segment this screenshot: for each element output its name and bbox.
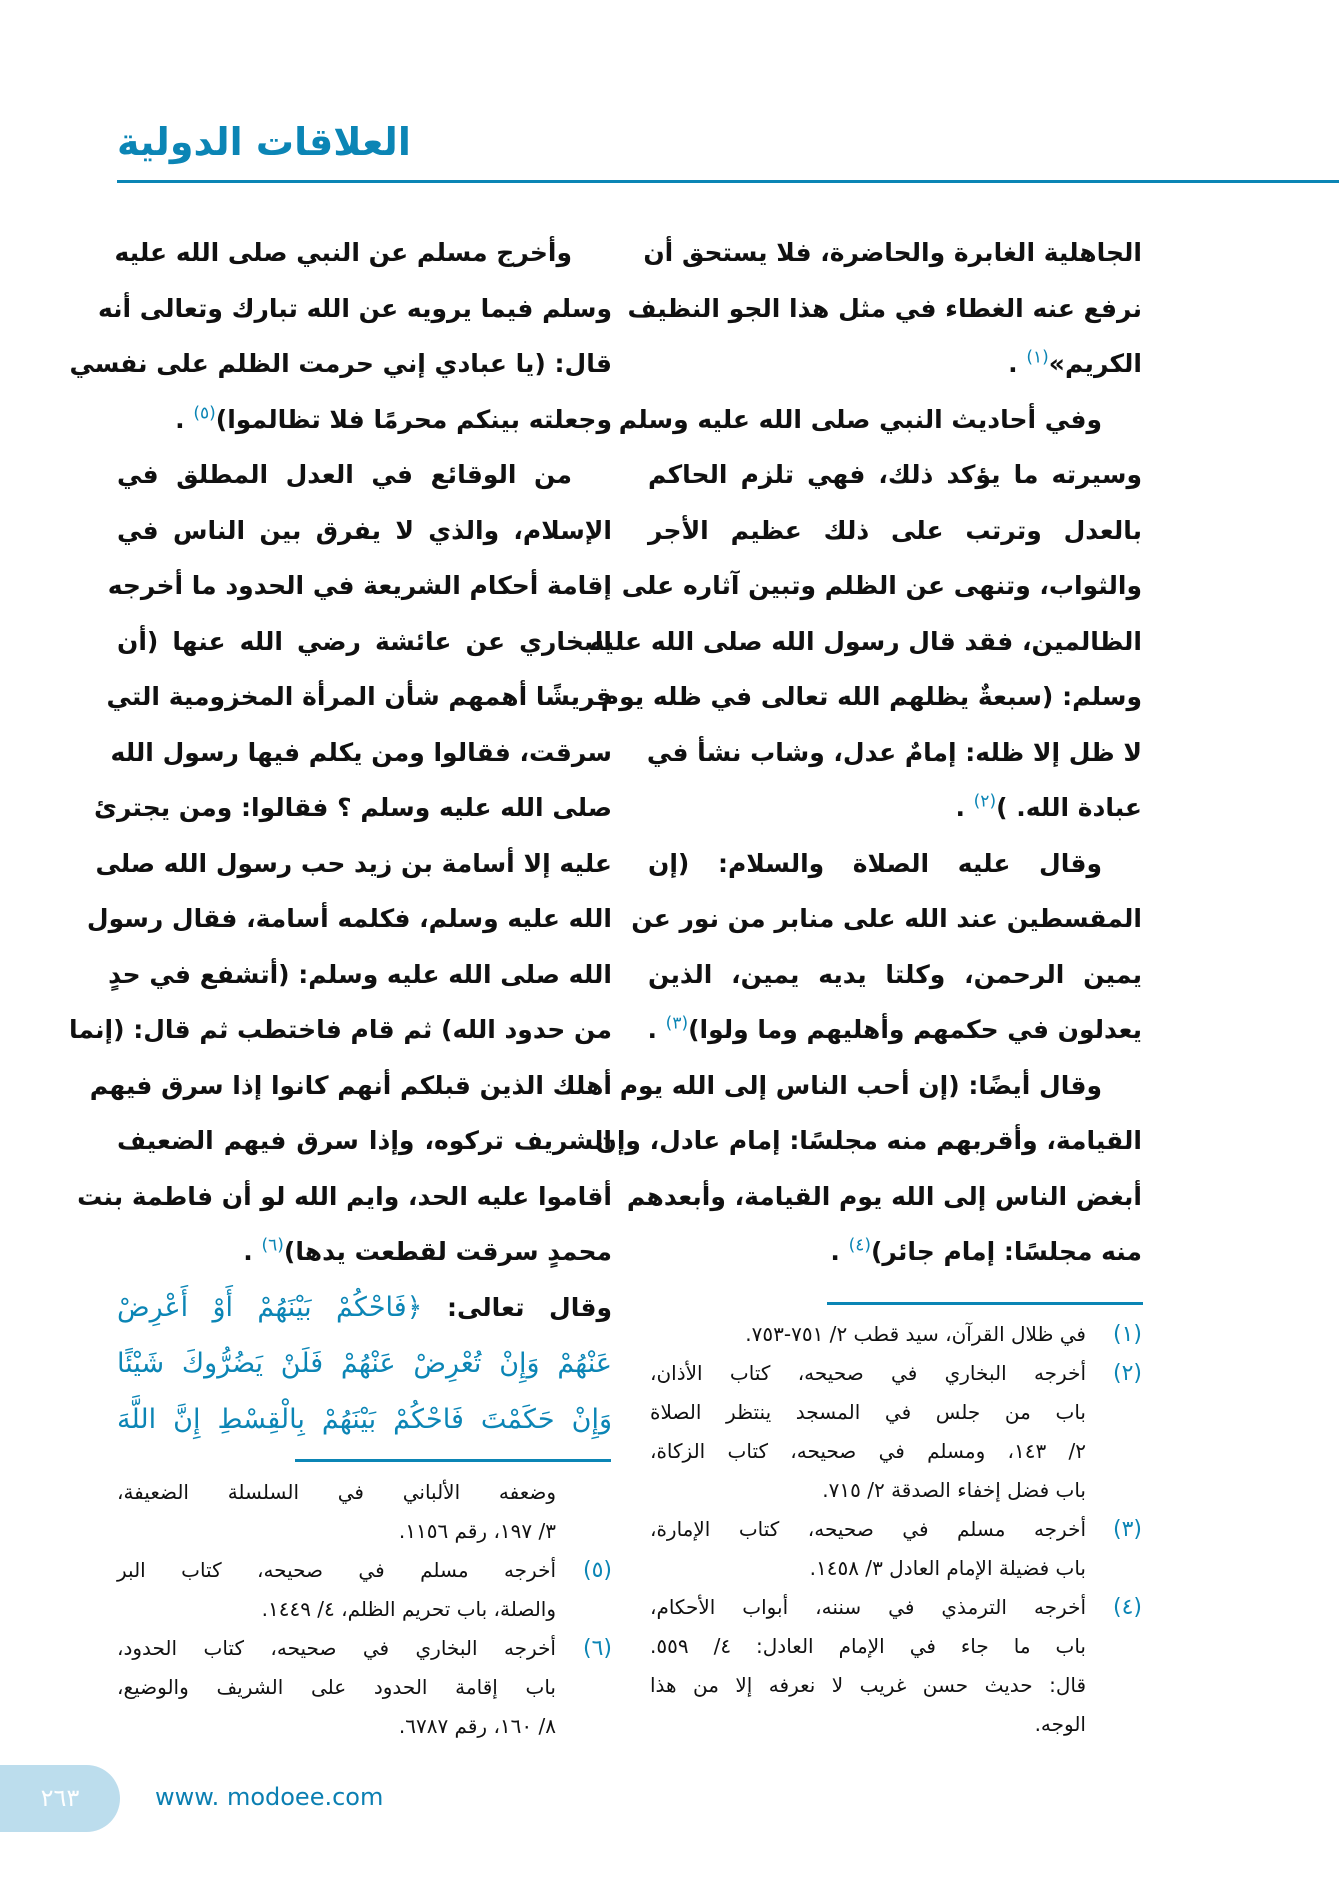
text-line	[89, 1058, 612, 1114]
line-text: يعدلون في حكمهم وأهليهم وما ولوا)	[688, 1015, 1142, 1044]
text-line	[621, 558, 1142, 614]
line-text: يمين الرحمن، وكلتا يديه يمين، الذين	[648, 959, 1142, 989]
line-text: من الوقائع في العدل المطلق في	[117, 460, 572, 489]
text-line	[618, 392, 1142, 448]
text-line	[95, 836, 612, 892]
line-text: من حدود الله) ثم قام فاختطب ثم قال: (إنما	[68, 1015, 612, 1044]
footnote-separator-right	[827, 1302, 1143, 1305]
footnote-line	[117, 1668, 612, 1707]
text-line	[626, 1169, 1142, 1225]
footnote-ref: (٦)	[261, 1235, 284, 1256]
footnote-line	[117, 1512, 612, 1551]
line-text: القيامة، وأقربهم منه مجلسًا: إمام عادل، وإن	[595, 1126, 1142, 1155]
line-tail: .	[955, 793, 974, 822]
footnote-text: أخرجه البخاري في صحيحه، كتاب الحدود،	[117, 1636, 556, 1660]
footnote-line	[650, 1471, 1142, 1510]
line-text: وقال أيضًا: (إن أحب الناس إلى الله يوم	[619, 1070, 1102, 1100]
text-line	[648, 725, 1142, 781]
text-line	[106, 669, 612, 725]
line-tail: .	[175, 404, 194, 434]
footnote-text: ٢/ ١٤٣، ومسلم في صحيحه، كتاب الزكاة،	[650, 1439, 1086, 1463]
footnote-text: باب إقامة الحدود على الشريف والوضيع،	[117, 1675, 556, 1699]
line-text: أبغض الناس إلى الله يوم القيامة، وأبعدهم	[626, 1181, 1142, 1211]
footnote-line	[650, 1354, 1142, 1393]
footnote-line	[650, 1393, 1142, 1432]
footnote-text: ٣/ ١٩٧، رقم ١١٥٦.	[398, 1519, 556, 1543]
line-text: أهلك الذين قبلكم أنهم كانوا إذا سرق فيهم	[89, 1070, 612, 1100]
text-line	[619, 1058, 1142, 1114]
text-line	[69, 336, 612, 392]
footnote-line	[650, 1705, 1142, 1744]
page-number: ٢٦٣	[0, 1765, 120, 1832]
line-text: عبادة الله. )	[996, 793, 1142, 822]
line-text: وجعلته بينكم محرمًا فلا تظالموا)	[215, 404, 612, 434]
footnote-number: (١)	[1112, 1322, 1142, 1347]
line-text: وسلم: (سبعةٌ يظلهم الله تعالى في ظله يوم	[600, 682, 1142, 711]
footnote-text: باب فضيلة الإمام العادل ٣/ ١٤٥٨.	[809, 1556, 1086, 1580]
line-text: صلى الله عليه وسلم ؟ فقالوا: ومن يجترئ	[94, 793, 612, 822]
line-tail: .	[243, 1237, 262, 1266]
line-text: قال: (يا عبادي إني حرمت الظلم على نفسي	[69, 349, 612, 378]
text-line	[117, 1224, 612, 1280]
footnote-ref: (٥)	[193, 403, 216, 424]
text-line	[648, 1224, 1142, 1280]
text-line	[631, 891, 1142, 947]
footnotes-right	[650, 1315, 1142, 1744]
line-text: سرقت، فقالوا ومن يكلم فيها رسول الله	[110, 737, 612, 767]
footnote-number: (٥)	[582, 1558, 612, 1583]
footnote-line	[117, 1473, 612, 1512]
footnote-line	[650, 1315, 1142, 1354]
line-text: عليه إلا أسامة بن زيد حب رسول الله صلى	[95, 848, 612, 878]
text-line	[595, 1113, 1142, 1169]
line-text: الجاهلية الغابرة والحاضرة، فلا يستحق أن	[643, 238, 1142, 267]
text-line	[117, 447, 612, 503]
footnote-line	[117, 1590, 612, 1629]
line-text: وقال عليه الصلاة والسلام: (إن	[648, 848, 1102, 878]
text-line	[117, 1113, 612, 1169]
footnote-number: (٤)	[1112, 1595, 1142, 1620]
text-line	[648, 447, 1142, 503]
right-column-body	[589, 225, 1142, 1280]
text-line	[648, 836, 1142, 892]
footnote-ref: (٤)	[848, 1235, 871, 1256]
footnote-line	[650, 1627, 1142, 1666]
verse-line	[117, 1280, 612, 1336]
footnote-text: أخرجه البخاري في صحيحه، كتاب الأذان،	[650, 1361, 1086, 1385]
footnote-number: (٢)	[1112, 1361, 1142, 1386]
text-line	[648, 503, 1142, 559]
running-header-title: العلاقات الدولية	[117, 120, 411, 164]
line-text: الشريف تركوه، وإذا سرق فيهم الضعيف	[117, 1126, 612, 1155]
footnote-text: ٨/ ١٦٠، رقم ٦٧٨٧.	[398, 1714, 556, 1738]
text-line	[600, 669, 1142, 725]
text-line	[97, 281, 612, 337]
text-line	[107, 558, 612, 614]
quran-verse	[117, 1280, 612, 1448]
footnote-number: (٦)	[582, 1636, 612, 1661]
website-link[interactable]: www. modoee.com	[155, 1783, 384, 1811]
line-text: نرفع عنه الغطاء في مثل هذا الجو النظيف	[627, 293, 1142, 323]
text-line	[117, 503, 612, 559]
text-line	[648, 947, 1142, 1003]
text-line	[643, 225, 1142, 281]
footnote-ref: (٣)	[665, 1013, 689, 1034]
footnote-text: باب ما جاء في الإمام العادل: ٤/ ٥٥٩.	[650, 1634, 1086, 1658]
footnote-ref: (١)	[1026, 347, 1049, 368]
text-line	[627, 281, 1142, 337]
line-text: المقسطين عند الله على منابر من نور عن	[631, 904, 1142, 933]
footnote-text: أخرجه مسلم في صحيحه، كتاب البر	[117, 1558, 556, 1582]
line-text: وسلم فيما يرويه عن الله تبارك وتعالى أنه	[97, 293, 612, 323]
line-tail: .	[1008, 349, 1027, 378]
verse-text: ﴿فَاحْكُمْ بَيْنَهُمْ أَوْ أَعْرِضْ	[117, 1291, 423, 1323]
line-text: محمدٍ سرقت لقطعت يدها)	[283, 1237, 612, 1266]
text-line	[68, 1002, 612, 1058]
verse-line: وَإِنْ حَكَمْتَ فَاحْكُمْ بَيْنَهُمْ بِالْقِسْطِ إِنَّ اللَّهَ	[117, 1403, 612, 1435]
text-line	[86, 891, 612, 947]
footnote-text: وضعفه الألباني في السلسلة الضعيفة،	[117, 1480, 556, 1504]
footnote-text: باب فضل إخفاء الصدقة ٢/ ٧١٥.	[822, 1478, 1086, 1502]
footnote-line	[650, 1666, 1142, 1705]
text-line	[77, 1169, 612, 1225]
line-text: الإسلام، والذي لا يفرق بين الناس في	[117, 515, 612, 545]
line-text: والثواب، وتنهى عن الظلم وتبين آثاره على	[621, 571, 1142, 600]
verse-intro: وقال تعالى:	[422, 1292, 612, 1322]
left-column-body	[68, 225, 612, 1448]
footnote-text: أخرجه الترمذي في سننه، أبواب الأحكام،	[650, 1595, 1086, 1619]
line-text: إقامة أحكام الشريعة في الحدود ما أخرجه	[107, 571, 612, 600]
footnote-number: (٣)	[1112, 1517, 1142, 1542]
line-text: الله صلى الله عليه وسلم: (أتشفع في حدٍ	[108, 959, 612, 989]
line-text: لا ظل إلا ظله: إمامٌ عدل، وشاب نشأ في	[646, 737, 1142, 767]
footnote-line	[650, 1432, 1142, 1471]
footnote-text: الوجه.	[1034, 1712, 1086, 1736]
line-text: وفي أحاديث النبي صلى الله عليه وسلم	[618, 404, 1102, 434]
footnote-line	[650, 1549, 1142, 1588]
footnote-text: قال: حديث حسن غريب لا نعرفه إلا من هذا	[650, 1673, 1086, 1697]
text-line	[108, 947, 612, 1003]
footnote-line	[117, 1629, 612, 1668]
footnote-ref: (٢)	[973, 791, 997, 812]
footnote-line	[650, 1588, 1142, 1627]
text-line	[94, 780, 612, 836]
verse-line: عَنْهُمْ وَإِنْ تُعْرِضْ عَنْهُمْ فَلَنْ يَضُرُّوكَ شَيْئًا	[117, 1347, 612, 1379]
footnote-text: أخرجه مسلم في صحيحه، كتاب الإمارة،	[650, 1517, 1086, 1541]
line-text: الله عليه وسلم، فكلمه أسامة، فقال رسول	[86, 904, 612, 933]
text-line	[648, 780, 1142, 836]
text-line	[648, 336, 1142, 392]
line-text: أقاموا عليه الحد، وايم الله لو أن فاطمة بنت	[77, 1181, 612, 1211]
footnote-text: والصلة، باب تحريم الظلم، ٤/ ١٤٤٩.	[261, 1597, 556, 1621]
footnote-line	[117, 1551, 612, 1590]
footnote-separator-left	[295, 1459, 611, 1462]
line-text: قريشًا أهمهم شأن المرأة المخزومية التي	[106, 682, 612, 711]
footnote-line	[117, 1707, 612, 1746]
text-line	[114, 225, 612, 281]
text-line	[117, 614, 612, 670]
line-text: البخاري عن عائشة رضي الله عنها (أن	[117, 626, 612, 656]
line-text: منه مجلسًا: إمام جائر)	[870, 1237, 1142, 1266]
line-text: الكريم»	[1048, 349, 1142, 378]
line-text: الظالمين، فقد قال رسول الله صلى الله عليه	[589, 626, 1142, 656]
footnote-text: في ظلال القرآن، سيد قطب ٢/ ٧٥١-٧٥٣.	[745, 1322, 1086, 1346]
header-divider	[117, 180, 1339, 183]
footnote-line	[650, 1510, 1142, 1549]
footnote-text: باب من جلس في المسجد ينتظر الصلاة	[650, 1400, 1086, 1424]
footnotes-left	[117, 1473, 612, 1746]
line-tail: .	[830, 1237, 849, 1266]
line-tail: .	[647, 1015, 666, 1044]
text-line	[648, 1002, 1142, 1058]
text-line	[110, 725, 612, 781]
line-text: بالعدل وترتب على ذلك عظيم الأجر	[648, 515, 1142, 545]
text-line	[117, 392, 612, 448]
line-text: وأخرج مسلم عن النبي صلى الله عليه	[114, 238, 572, 267]
line-text: وسيرته ما يؤكد ذلك، فهي تلزم الحاكم	[648, 460, 1142, 489]
text-line	[589, 614, 1142, 670]
